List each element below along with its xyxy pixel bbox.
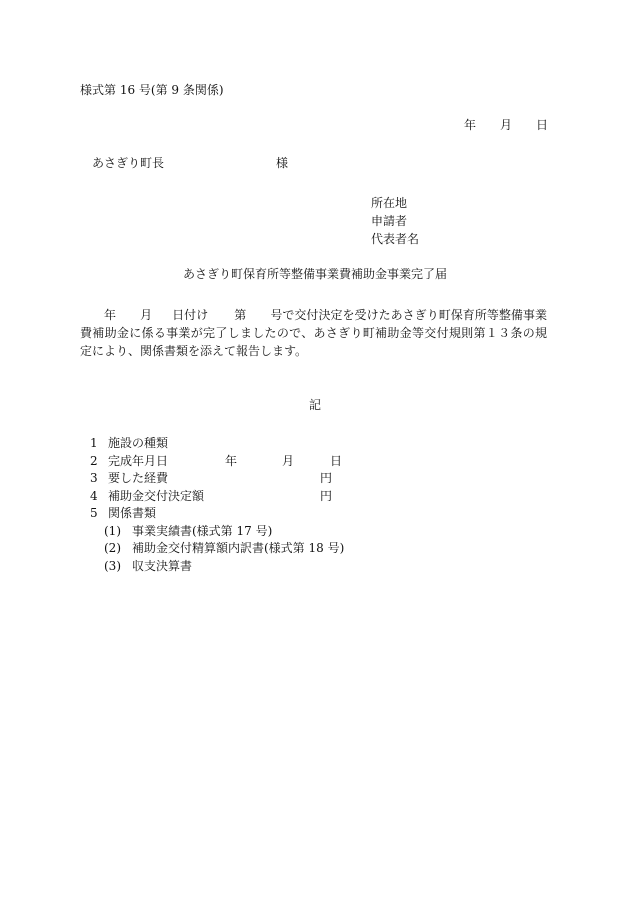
- document-item: [90, 540, 344, 558]
- list-item: [90, 435, 344, 453]
- body-dated-label: 日付け: [172, 308, 209, 322]
- item-number: 1: [90, 436, 98, 450]
- completion-day-label: 日: [330, 453, 343, 468]
- addressee-name: あさぎり町長: [92, 156, 165, 170]
- body-dai-label: 第: [234, 308, 247, 322]
- list-item: [90, 470, 344, 488]
- body-year-label: 年: [104, 308, 117, 322]
- expense-unit: 円: [320, 471, 333, 485]
- body-text: [80, 306, 547, 360]
- list-item: [90, 453, 344, 471]
- item-label: 補助金交付決定額: [108, 488, 205, 503]
- item-list: [90, 435, 344, 575]
- item-number: 3: [90, 471, 98, 485]
- list-item: [90, 505, 344, 523]
- item-number: 4: [90, 488, 98, 503]
- document-number: (2): [104, 541, 121, 555]
- date-month-label: 月: [500, 118, 513, 132]
- addressee-honorific: 様: [276, 156, 289, 170]
- date-year-label: 年: [464, 118, 477, 132]
- document-label: 事業実績書(様式第 17 号): [132, 523, 273, 538]
- item-number: 5: [90, 506, 98, 520]
- date-line: [464, 117, 548, 133]
- representative-label: 代表者名: [371, 232, 420, 246]
- document-title: あさぎり町保育所等整備事業費補助金事業完了届: [182, 267, 447, 281]
- item-label: 関係書類: [108, 506, 157, 520]
- date-day-label: 日: [536, 118, 549, 132]
- applicant-label: 申請者: [371, 214, 408, 228]
- list-item: [90, 488, 344, 506]
- document-item: [90, 523, 344, 541]
- grant-unit: 円: [320, 488, 333, 503]
- item-label: 要した経費: [108, 471, 169, 485]
- completion-year-label: 年: [225, 453, 238, 468]
- body-paragraph: 号で交付決定を受けたあさぎり町保育所等整備事業費補助金に係る事業が完了しましたので、あさぎり町補助金等交付規則第１３条の規定により、関係書類を添えて報告します。: [80, 308, 547, 358]
- address-label: 所在地: [371, 196, 408, 210]
- item-label: 施設の種類: [108, 436, 169, 450]
- document-number: (1): [104, 523, 121, 538]
- document-item: [90, 558, 344, 576]
- ki-heading: 記: [308, 398, 321, 412]
- item-label: 完成年月日: [108, 453, 169, 468]
- addressee: [92, 155, 288, 171]
- body-month-label: 月: [140, 308, 153, 322]
- document-label: 補助金交付精算額内訳書(様式第 18 号): [132, 541, 345, 555]
- form-number: 様式第 16 号(第 9 条関係): [80, 83, 224, 97]
- document-label: 収支決算書: [132, 558, 193, 573]
- completion-month-label: 月: [282, 453, 295, 468]
- item-number: 2: [90, 453, 98, 468]
- applicant-block: [371, 194, 419, 248]
- document-number: (3): [104, 558, 121, 573]
